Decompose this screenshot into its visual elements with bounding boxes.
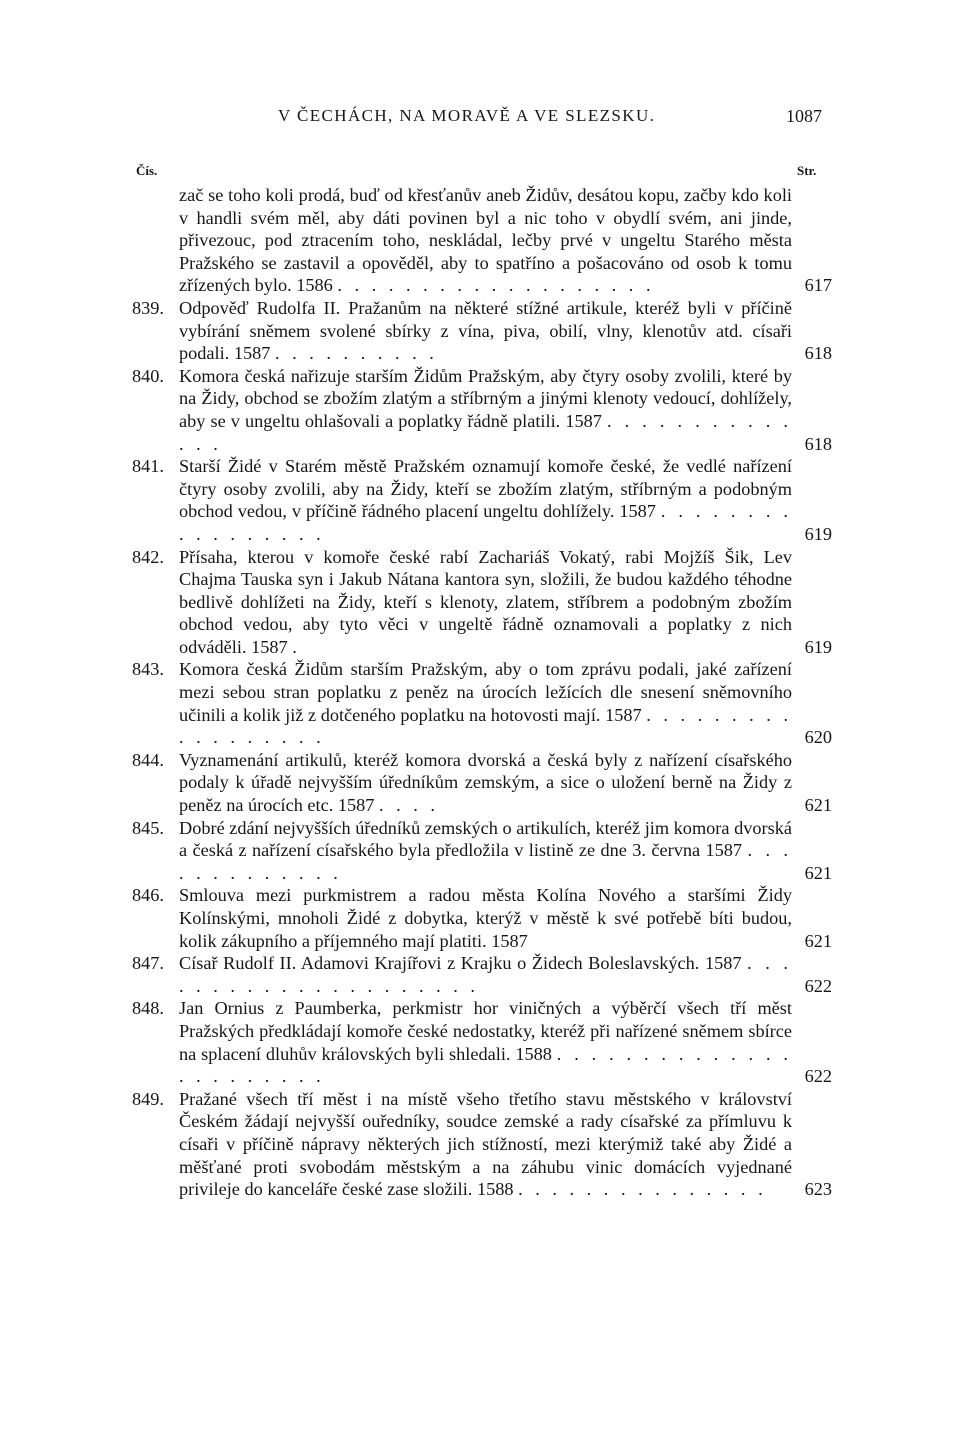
entry-text	[179, 952, 792, 997]
entry-title: Císař Rudolf II. Adamovi Krajířovi z Krajku o Židech Boleslavských. 1587	[179, 953, 742, 974]
entry-text	[179, 817, 792, 885]
entry-text	[179, 749, 792, 817]
entry-title: Starší Židé v Starém městě Pražském oznamují komoře české, že vedlé nařízení čtyry osoby zvolili, aby na Židy, kteří se zbožím zlatým, stříbrným a podobným obchod vedou, v příčině řádného placení ungeltu dohlížely. 1587	[179, 456, 792, 522]
entry-number: 840.	[132, 365, 164, 386]
toc-entry	[132, 184, 832, 297]
entry-page: 619	[804, 523, 832, 544]
running-head	[0, 106, 960, 136]
entry-leader-dots: . . . . . . . . . .	[274, 343, 438, 364]
entry-leader-dots: . . . . . . . . . . . . . .	[179, 410, 792, 454]
entry-number: 848.	[132, 998, 164, 1019]
entry-number: 844.	[132, 749, 164, 770]
entry-page: 623	[804, 1179, 832, 1200]
entry-page: 621	[804, 930, 832, 951]
column-label-number: Čís.	[136, 163, 158, 178]
entry-leader-dots: .	[292, 636, 301, 657]
entry-leader-dots: . . . . . . . . . . . . . . . . . .	[179, 704, 793, 748]
entry-number: 839.	[132, 297, 164, 318]
entry-page: 618	[804, 343, 832, 364]
entry-title: Jan Ornius z Paumberka, perkmistr hor viničných a výběrčí všech tří měst Pražských předkládají komoře české nedostatky, kteréž při nařízené sněmem sbírce na splacení dluhův královských byli shledali. 1588	[179, 998, 792, 1064]
toc-entry	[132, 455, 832, 545]
entry-page: 617	[804, 275, 832, 296]
entry-text	[179, 997, 792, 1087]
entry-page: 622	[804, 975, 832, 996]
toc-entry	[132, 817, 832, 885]
table-of-contents	[132, 184, 832, 1201]
entry-page: 621	[804, 862, 832, 883]
entry-number: 847.	[132, 953, 164, 974]
entry-text	[179, 184, 792, 297]
entry-title: Komora česká nařizuje starším Židům Pražským, aby čtyry osoby zvolili, které by na Židy, obchod se zbožím zlatým a stříbrným a jinými klenoty vedoucí, dohlížely, aby se v ungeltu ohlašovali a poplatky řádně platili. 1587	[179, 365, 792, 431]
entry-page: 619	[804, 636, 832, 657]
entry-title: Vyznamenání artikulů, kteréž komora dvorská a česká byly z nařízení císařského podaly k úřadě nejvyšším úředníkům zemským, a sice o uložení berně na Židy z peněz na úrocích etc. 1587	[179, 749, 792, 816]
entry-text	[179, 658, 792, 748]
entry-number: 841.	[132, 456, 164, 477]
entry-number: 842.	[132, 546, 164, 567]
entry-text	[179, 546, 792, 659]
entry-leader-dots: . . . . . . . . . . . . . . . . .	[179, 501, 792, 544]
entry-text	[179, 365, 792, 455]
entry-title: Dobré zdání nejvyšších úředníků zemských o artikulích, kteréž jim komora dvorská a česká z nařízení císařského byla předložila v listině ze dne 3. června 1587	[179, 817, 792, 861]
entry-page: 620	[804, 727, 832, 748]
entry-title: Komora česká Židům starším Pražským, aby o tom zprávu podali, jaké zařízení mezi sebou stran poplatku z peněz na úrocích ležících dle snesení sněmovního učinili a kolik již z dotčeného poplatku na hotovosti mají. 1587	[179, 659, 792, 725]
entry-text	[179, 297, 792, 365]
page-number: 1087	[786, 106, 822, 126]
entry-number: 846.	[132, 885, 164, 906]
entry-page: 622	[804, 1066, 832, 1087]
entry-leader-dots: . . . . . . . . . . . . . . . . . . . . .	[179, 953, 792, 996]
toc-entry	[132, 297, 832, 365]
running-title: V ČECHÁCH, NA MORAVĚ A VE SLEZSKU.	[278, 106, 656, 125]
entry-leader-dots: . . . . . . . . . . . . . . .	[518, 1179, 767, 1200]
toc-entry	[132, 749, 832, 817]
entry-title: Odpověď Rudolfa II. Pražanům na některé stížné artikule, kteréž byli v příčině vybírání sněmem svolené sbírky z vína, piva, obilí, vlny, klenotův atd. císaři podali. 1587	[179, 297, 792, 364]
toc-entry	[132, 546, 832, 659]
entry-number: 849.	[132, 1088, 164, 1109]
entry-number: 843.	[132, 659, 164, 680]
entry-leader-dots: . . . . . . . . . . . . . . . . . . . . . . .	[179, 1043, 792, 1087]
entry-text	[179, 455, 792, 545]
toc-entry	[132, 365, 832, 455]
entry-text	[179, 884, 792, 952]
entry-title: Přísaha, kterou v komoře české rabí Zachariáš Vokatý, rabi Mojžíš Šik, Lev Chajma Tauska syn i Jakub Nátana kantora syn, složili, že budou každého téhodne bedlivě dohlížeti na Židy, kteří s klenoty, zlatem, stříbrem a podobným zbožím obchod vedou, aby tyto věci v ungeltě řádně oznamovali a poplatky z nich odváděli. 1587	[179, 546, 792, 657]
entry-title: zač se toho koli prodá, buď od křesťanův aneb Židův, desátou kopu, začby kdo koli v handli svém měl, aby dáti povinen byl a nic toho v obydlí svém, ani jinde, přivezouc, pod ztracením toho, neskládal, lečby prvé v ungeltu Starého města Pražského se zastavil a opověděl, aby to spatříno a pošacováno od osob k tomu zřízených bylo. 1586	[179, 185, 792, 296]
toc-entry	[132, 952, 832, 997]
entry-page: 618	[804, 433, 832, 454]
entry-text	[179, 1088, 792, 1201]
toc-entry	[132, 658, 832, 748]
toc-entry	[132, 997, 832, 1087]
toc-entry	[132, 1088, 832, 1201]
entry-number: 845.	[132, 817, 164, 838]
entry-leader-dots: . . . . . . . . . . . . .	[179, 840, 792, 883]
entry-leader-dots: . . . .	[379, 795, 439, 816]
column-label-page: Str.	[797, 163, 817, 178]
entry-title: Smlouva mezi purkmistrem a radou města Kolína Nového a staršími Židy Kolínskými, mnoholi Židé z dobytka, kterýž v městě k své potřebě bíti budou, kolik zákupního a příjemného mají platiti. 1587	[179, 885, 792, 951]
toc-entry	[132, 884, 832, 952]
entry-leader-dots: . . . . . . . . . . . . . . . . . . .	[337, 275, 655, 296]
entry-page: 621	[804, 795, 832, 816]
entry-title: Pražané všech tří měst i na místě všeho třetího stavu městského v království Českém žádají nejvyšší ouředníky, soudce zemské a rady císařské za přímluvu k císaři v příčině nápravy některých jich stížností, mezi kterýmiž také aby Židé a měšťané proti svobodám městským a na záhubu vinic domácích vyjednané privileje do kanceláře české zase složili. 1588	[179, 1088, 792, 1200]
